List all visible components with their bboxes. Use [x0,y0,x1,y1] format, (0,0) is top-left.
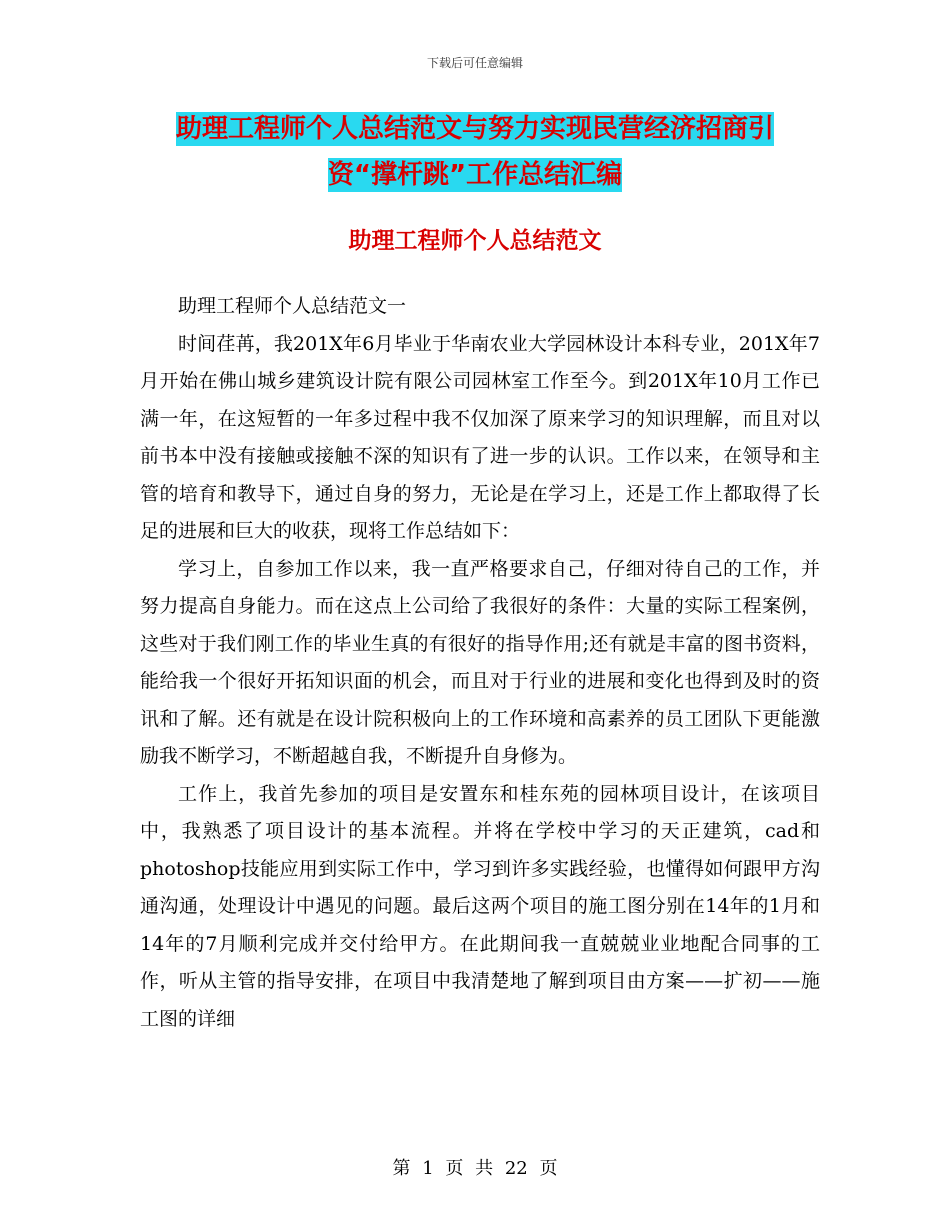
paragraph-work: 工作上，我首先参加的项目是安置东和桂东苑的园林项目设计，在该项目中，我熟悉了项目设计的基本流程。并将在学校中学习的天正建筑，cad和photoshop技能应用到实际工作中，学习到许多实践经验，也懂得如何跟甲方沟通沟通，处理设计中遇见的问题。最后这两个项目的施工图分别在14年的1月和14年的7月顺利完成并交付给甲方。在此期间我一直兢兢业业地配合同事的工作，听从主管的指导安排，在项目中我清楚地了解到项目由方案——扩初——施工图的详细 [140,782,820,1030]
document-title-line-2: 资“撑杆跳”工作总结汇编 [327,160,623,190]
paragraph-intro: 时间荏苒，我201X年6月毕业于华南农业大学园林设计本科专业，201X年7月开始在佛山城乡建筑设计院有限公司园林室工作至今。到201X年10月工作已满一年，在这短暂的一年多过程中我不仅加深了原来学习的知识理解，而且对以前书本中没有接触或接触不深的知识有了进一步的认识。工作以来，在领导和主管的培育和教导下，通过自身的努力，无论是在学习上，还是工作上都取得了长足的进展和巨大的收获，现将工作总结如下： [140,332,820,542]
document-title [150,106,800,198]
paragraph-subtitle: 助理工程师个人总结范文一 [178,295,407,317]
document-title-line-1: 助理工程师个人总结范文与努力实现民营经济招商引 [175,114,774,144]
header-note: 下载后可任意编辑 [426,56,523,70]
body-text [140,288,820,1038]
paragraph-study: 学习上，自参加工作以来，我一直严格要求自己，仔细对待自己的工作，并努力提高自身能力。而在这点上公司给了我很好的条件：大量的实际工程案例，这些对于我们刚工作的毕业生真的有很好的指导作用;还有就是丰富的图书资料，能给我一个很好开拓知识面的机会，而且对于行业的进展和变化也得到及时的资讯和了解。还有就是在设计院积极向上的工作环境和高素养的员工团队下更能激励我不断学习，不断超越自我，不断提升自身修为。 [140,557,820,767]
section-title: 助理工程师个人总结范文 [348,228,602,254]
page-footer: 第 1 页 共 22 页 [392,1158,558,1179]
